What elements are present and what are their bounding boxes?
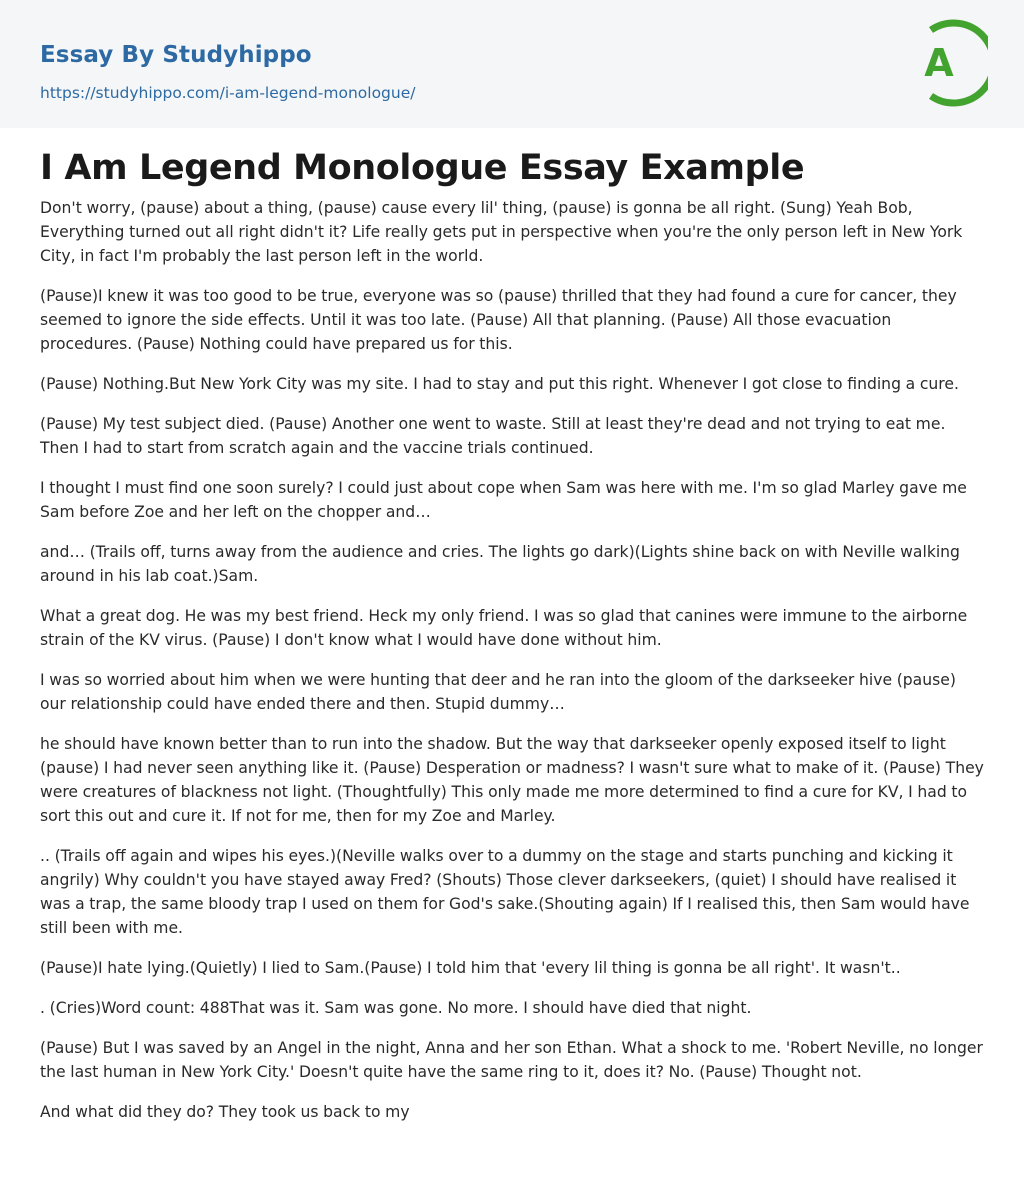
- logo-letter: A: [924, 41, 954, 85]
- article-paragraph: and… (Trails off, turns away from the audience and cries. The lights go dark)(Lights shine back on with Neville walking around in his lab coat.)Sam.: [40, 543, 960, 585]
- article-paragraph: (Pause)I hate lying.(Quietly) I lied to Sam.(Pause) I told him that 'every lil thing is gonna be all right'. It wasn't..: [40, 959, 901, 977]
- article-paragraph: (Pause) But I was saved by an Angel in the night, Anna and her son Ethan. What a shock to me. 'Robert Neville, no longer the last human in New York City.' Doesn't quite have the same ring to it, does it? No. (Pause) Thought not.: [40, 1039, 983, 1081]
- article-title: I Am Legend Monologue Essay Example: [40, 148, 805, 188]
- studyhippo-logo-icon[interactable]: [910, 18, 988, 108]
- site-header: [0, 0, 1024, 128]
- article-paragraph: (Pause)I knew it was too good to be true, everyone was so (pause) thrilled that they had found a cure for cancer, they seemed to ignore the side effects. Until it was too late. (Pause) All that planning. (Pause) All those evacuation procedures. (Pause) Nothing could have prepared us for this.: [40, 287, 957, 353]
- article-paragraph: I was so worried about him when we were hunting that deer and he ran into the gloom of the darkseeker hive (pause) our relationship could have ended there and then. Stupid dummy…: [40, 671, 956, 713]
- article-paragraph: (Pause) Nothing.But New York City was my site. I had to stay and put this right. Whenever I got close to finding a cure.: [40, 375, 959, 393]
- article-paragraph: he should have known better than to run into the shadow. But the way that darkseeker openly exposed itself to light (pause) I had never seen anything like it. (Pause) Desperation or madness? I wasn't sure what to make of it. (Pause) They were creatures of blackness not light. (Thoughtfully) This only made me more determined to find a cure for KV, I had to sort this out and cure it. If not for me, then for my Zoe and Marley.: [40, 735, 984, 825]
- article: [40, 144, 984, 1140]
- article-paragraph: (Pause) My test subject died. (Pause) Another one went to waste. Still at least they're dead and not trying to eat me. Then I had to start from scratch again and the vaccine trials continued.: [40, 415, 946, 457]
- article-body: [40, 196, 984, 1124]
- article-paragraph: .. (Trails off again and wipes his eyes.)(Neville walks over to a dummy on the stage and starts punching and kicking it angrily) Why couldn't you have stayed away Fred? (Shouts) Those clever darkseekers, (quiet) I should have realised it was a trap, the same bloody trap I used on them for God's sake.(Shouting again) If I realised this, then Sam would have still been with me.: [40, 847, 970, 937]
- article-paragraph: . (Cries)Word count: 488That was it. Sam was gone. No more. I should have died that night.: [40, 999, 752, 1017]
- source-url-link[interactable]: https://studyhippo.com/i-am-legend-monologue/: [40, 84, 416, 102]
- article-paragraph: What a great dog. He was my best friend. Heck my only friend. I was so glad that canines were immune to the airborne strain of the KV virus. (Pause) I don't know what I would have done without him.: [40, 607, 968, 649]
- article-paragraph: Don't worry, (pause) about a thing, (pause) cause every lil' thing, (pause) is gonna be all right. (Sung) Yeah Bob, Everything turned out all right didn't it? Life really gets put in perspective when you're the only person left in New York City, in fact I'm probably the last person left in the world.: [40, 199, 963, 265]
- article-paragraph: And what did they do? They took us back to my: [40, 1103, 410, 1121]
- brand-name[interactable]: Essay By Studyhippo: [40, 42, 312, 68]
- article-paragraph: I thought I must find one soon surely? I could just about cope when Sam was here with me. I'm so glad Marley gave me Sam before Zoe and her left on the chopper and…: [40, 479, 967, 521]
